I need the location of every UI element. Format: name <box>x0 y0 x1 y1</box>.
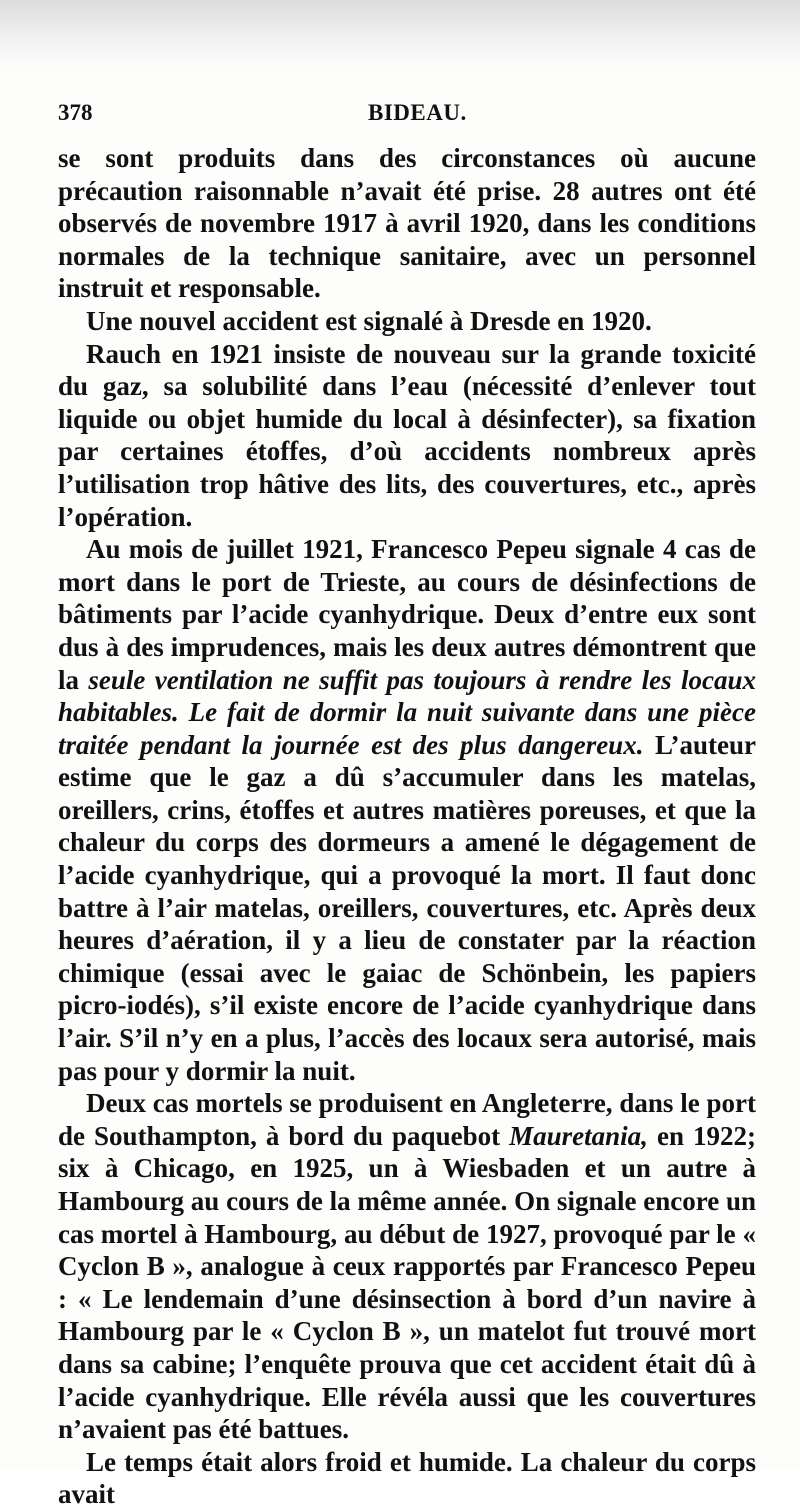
paragraph-4-italic: seule ventilation ne suffit pas toujours à rendre les locaux habitables. Le fait de dormir la nuit suivante dans une pièce traitée pendant la journée est des plus dangereux. <box>58 664 756 760</box>
running-head: BIDEAU. <box>368 100 467 125</box>
paragraph-6: Le temps était alors froid et humide. La chaleur du corps avait <box>58 1446 756 1510</box>
paragraph-5-text: Deux cas mortels se produisent en Angleterre, dans le port de Southampton, à bord du paquebot <box>58 1088 756 1151</box>
paragraph-3: Rauch en 1921 insiste de nouveau sur la grande toxicité du gaz, sa solubilité dans l’eau (nécessité d’enlever tout liquide ou objet humide du local à désinfecter), sa fixation par certaines étoffes, d’où accidents nombreux après l’utilisation trop hâtive des lits, des couvertures, etc., après l’opération. <box>58 338 756 532</box>
page-header <box>58 100 755 136</box>
paragraph-4 <box>58 533 756 1087</box>
paragraph-4-text-cont: L’auteur estime que le gaz a dû s’accumuler dans les matelas, oreillers, crins, étoffes et autres matières poreuses, et que la chaleur du corps des dormeurs a amené le dégagement de l’acide cyanhydrique, qui a provoqué la mort. Il faut donc battre à l’air matelas, oreillers, couvertures, etc. Après deux heures d’aération, il y a lieu de constater par la réaction chimique (essai avec le gaiac de Schönbein, les papiers picro-iodés), s’il existe encore de l’acide cyanhydrique dans l’air. S’il n’y en a plus, l’accès des locaux sera autorisé, mais pas pour y dormir la nuit. <box>58 729 756 1086</box>
paragraph-5 <box>58 1087 756 1446</box>
paragraph-2: Une nouvel accident est signalé à Dresde en 1920. <box>86 305 652 336</box>
paragraph-4-text: Au mois de juillet 1921, Francesco Pepeu signale 4 cas de mort dans le port de Trieste, au cours de désinfections de bâtiments par l’acide cyanhydrique. Deux d’entre eux sont dus à des imprudences, mais les deux autres démontrent que la <box>58 534 756 695</box>
paragraph-1: se sont produits dans des circonstances où aucune précaution raisonnable n’avait été prise. 28 autres ont été observés de novembre 1917 à avril 1920, dans les conditions normales de la technique sanitaire, avec un personnel instruit et responsable. <box>58 143 756 304</box>
scan-top-edge <box>0 0 800 70</box>
paragraph-5-text-cont: en 1922; six à Chicago, en 1925, un à Wiesbaden et un autre à Hambourg au cours de la même année. On signale encore un cas mortel à Hambourg, au début de 1927, provoqué par le « Cyclon B », analogue à ceux rapportés par Francesco Pepeu : « Le lendemain d’une désinsection à bord d’un navire à Hambourg par le « Cyclon B », un matelot fut trouvé mort dans sa cabine; l’enquête prouva que cet accident était dû à l’acide cyanhydrique. Elle révéla aussi que les couvertures n’avaient pas été battues. <box>58 1120 756 1445</box>
body-text <box>58 142 756 1511</box>
page-number: 378 <box>58 100 93 125</box>
ship-name: Mauretania, <box>509 1120 648 1151</box>
